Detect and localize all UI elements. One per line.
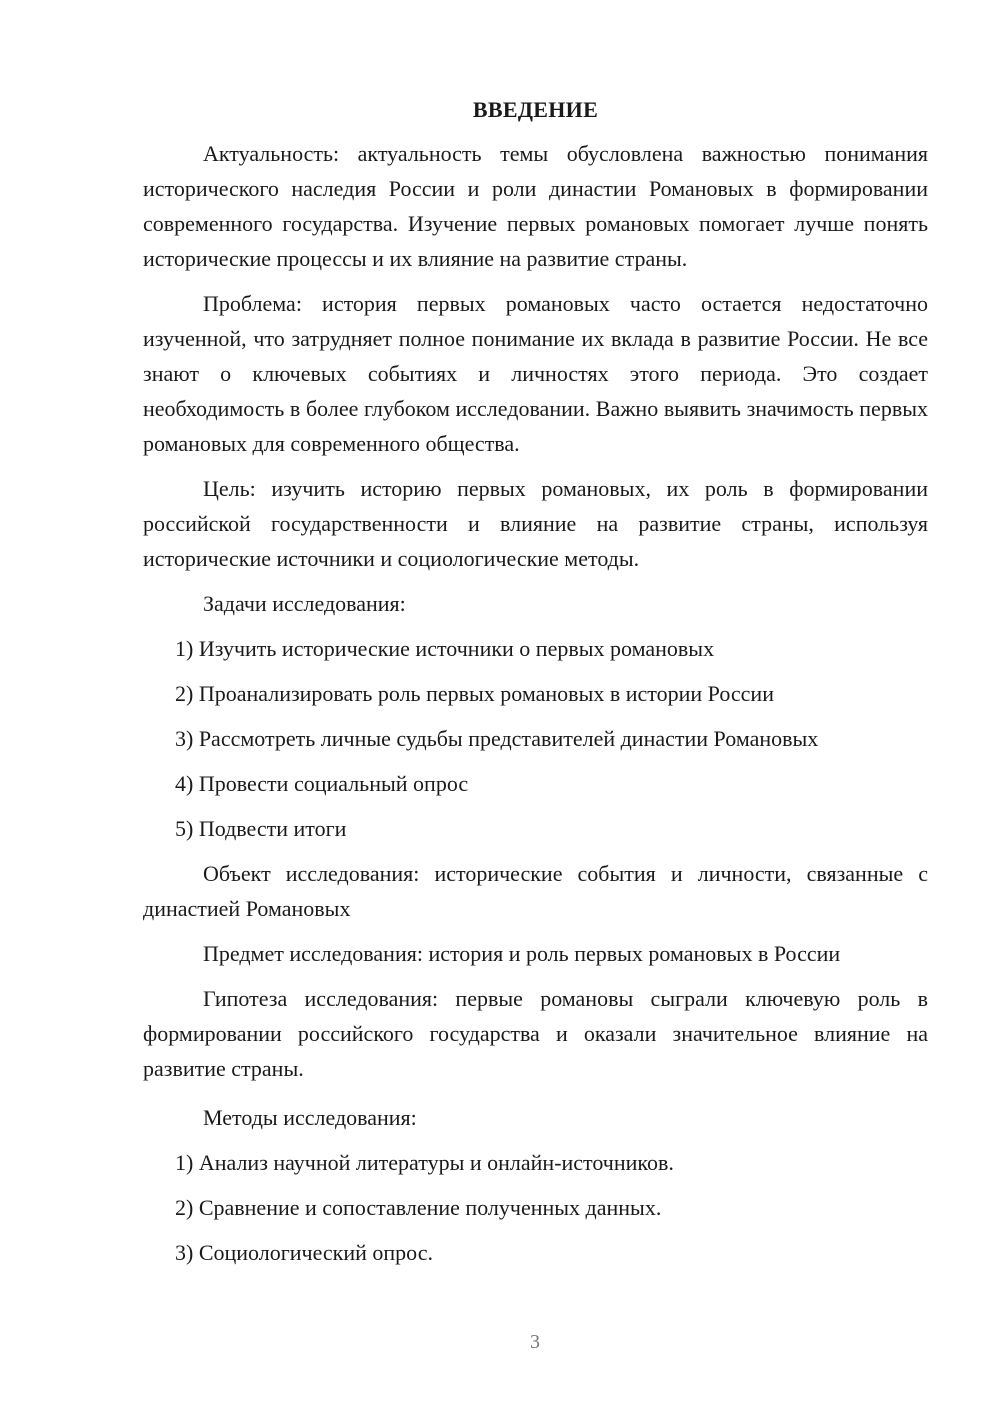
task-item-1: 1) Изучить исторические источники о первых романовых <box>175 636 715 661</box>
task-item-4: 4) Провести социальный опрос <box>175 771 469 796</box>
tasks-heading: Задачи исследования: <box>203 591 406 616</box>
object-paragraph: Объект исследования: исторические события и личности, связанные с династией Романовых <box>143 861 928 921</box>
hypothesis-paragraph: Гипотеза исследования: первые романовы сыграли ключевую роль в формировании российского государства и оказали значительное влияние на развитие страны. <box>143 986 928 1081</box>
methods-heading: Методы исследования: <box>203 1105 417 1130</box>
subject-paragraph: Предмет исследования: история и роль первых романовых в России <box>203 941 841 966</box>
task-item-5: 5) Подвести итоги <box>175 816 347 841</box>
actuality-paragraph: Актуальность: актуальность темы обусловлена важностью понимания исторического наследия России и роли династии Романовых в формировании современного государства. Изучение первых романовых помогает лучше понять исторические процессы и их влияние на развитие страны. <box>143 141 928 271</box>
goal-paragraph: Цель: изучить историю первых романовых, их роль в формировании российской государственности и влияние на развитие страны, используя исторические источники и социологические методы. <box>143 476 928 571</box>
method-item-1: 1) Анализ научной литературы и онлайн-источников. <box>175 1150 674 1175</box>
method-item-2: 2) Сравнение и сопоставление полученных данных. <box>175 1195 662 1220</box>
page-number: 3 <box>530 1331 540 1353</box>
task-item-2: 2) Проанализировать роль первых романовых в истории России <box>175 681 774 706</box>
section-title: ВВЕДЕНИЕ <box>472 97 599 122</box>
document-page <box>143 92 928 1270</box>
method-item-3: 3) Социологический опрос. <box>175 1240 433 1265</box>
problem-paragraph: Проблема: история первых романовых часто остается недостаточно изученной, что затрудняет полное понимание их вклада в развитие России. Не все знают о ключевых событиях и личностях этого периода. Это создает необходимость в более глубоком исследовании. Важно выявить значимость первых романовых для современного общества. <box>143 291 928 456</box>
task-item-3: 3) Рассмотреть личные судьбы представителей династии Романовых <box>175 726 819 751</box>
